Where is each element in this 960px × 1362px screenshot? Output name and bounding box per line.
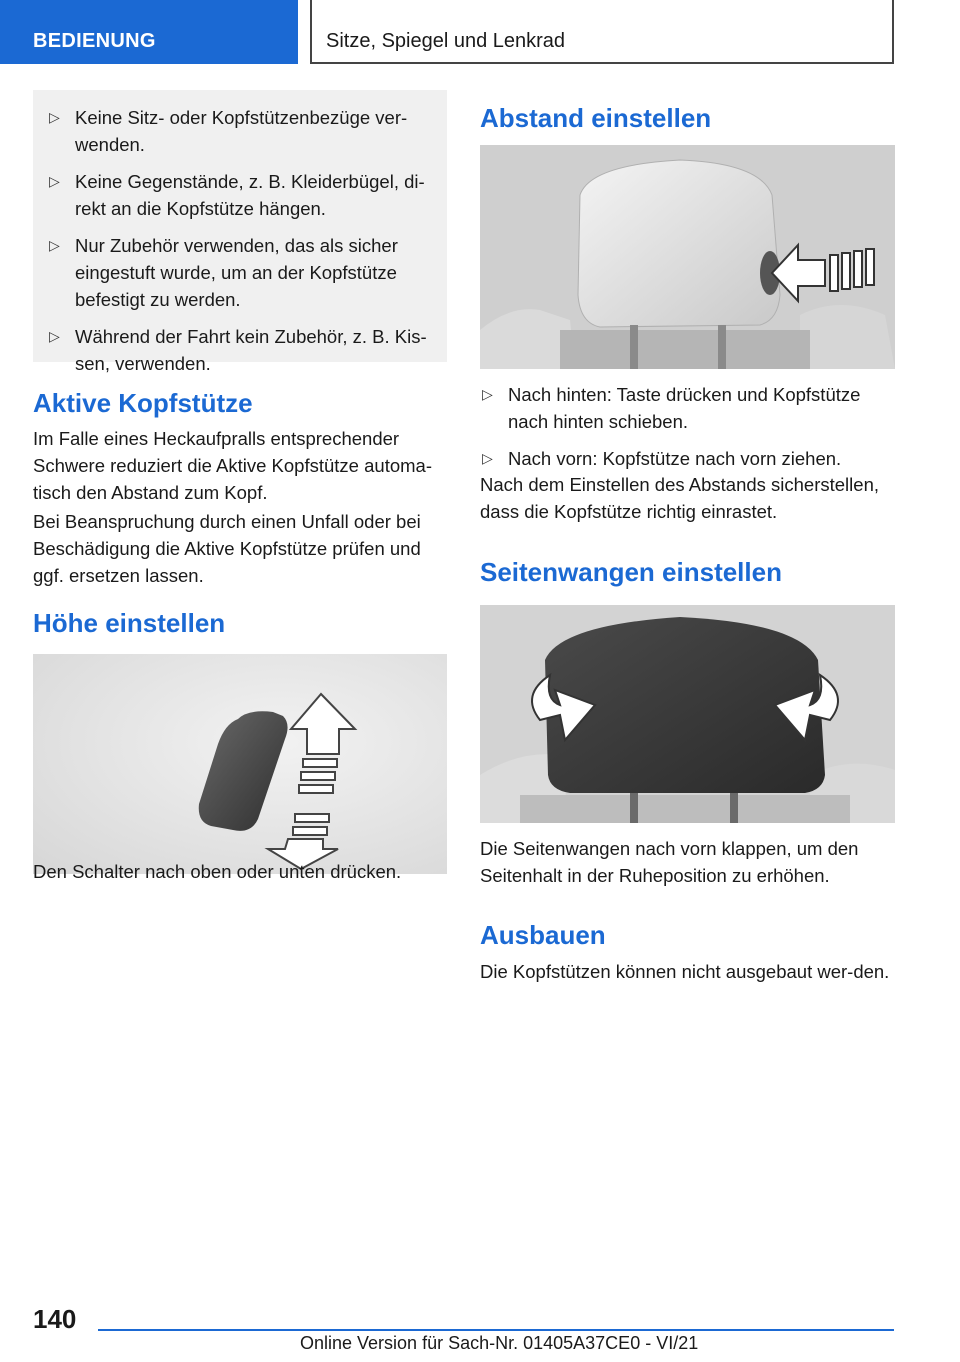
triangle-bullet-icon: ▷ xyxy=(482,450,493,466)
header-title-box xyxy=(310,0,894,64)
triangle-bullet-icon: ▷ xyxy=(49,109,60,125)
seitenwangen-caption: Die Seitenwangen nach vorn klappen, um den Seitenhalt in der Ruheposition zu erhöhen. xyxy=(480,838,859,886)
aktive-paragraph-1: Im Falle eines Heckaufpralls entsprechender Schwere reduziert die Aktive Kopfstütze automa-tisch den Abstand zum Kopf. xyxy=(33,428,432,503)
height-switch-figure xyxy=(33,654,447,874)
aktive-paragraph-2: Bei Beanspruchung durch einen Unfall oder bei Beschädigung die Aktive Kopfstütze prüfen und ggf. ersetzen lassen. xyxy=(33,511,421,586)
triangle-bullet-icon: ▷ xyxy=(49,328,60,344)
triangle-bullet-icon: ▷ xyxy=(482,386,493,402)
page-number: 140 xyxy=(33,1304,77,1334)
hoehe-einstellen-heading: Höhe einstellen xyxy=(33,608,226,638)
triangle-bullet-icon: ▷ xyxy=(49,237,60,253)
warning-list xyxy=(47,104,433,377)
seitenwangen-heading: Seitenwangen einstellen xyxy=(480,557,782,587)
header-section-label: BEDIENUNG xyxy=(33,30,156,52)
abstand-list xyxy=(480,381,896,482)
footer-divider xyxy=(98,1329,894,1331)
aktive-kopfstuetze-heading: Aktive Kopfstütze xyxy=(33,388,253,418)
warning-item: ▷ Keine Gegenstände, z. B. Kleiderbügel, di-rekt an die Kopfstütze hängen. xyxy=(47,168,433,222)
warning-item: ▷ Keine Sitz- oder Kopfstützenbezüge ver-wenden. xyxy=(47,104,433,158)
footer-online-version: Online Version für Sach-Nr. 01405A37CE0 - VI/21 xyxy=(300,1333,699,1353)
ausbauen-text: Die Kopfstützen können nicht ausgebaut wer-den. xyxy=(480,961,890,982)
header-title: Sitze, Spiegel und Lenkrad xyxy=(326,30,566,52)
abstand-item: ▷ Nach hinten: Taste drücken und Kopfstütze nach hinten schieben. xyxy=(480,381,896,435)
side-wings-figure xyxy=(480,605,895,823)
triangle-bullet-icon: ▷ xyxy=(49,173,60,189)
warning-box xyxy=(33,90,447,374)
warning-item: ▷ Nur Zubehör verwenden, das als sicher eingestuft wurde, um an der Kopfstütze befestigt zu werden. xyxy=(47,232,433,313)
hoehe-caption: Den Schalter nach oben oder unten drücken. xyxy=(33,861,402,882)
abstand-einstellen-heading: Abstand einstellen xyxy=(480,103,712,133)
ausbauen-heading: Ausbauen xyxy=(480,920,606,950)
abstand-note: Nach dem Einstellen des Abstands sicherstellen, dass die Kopfstütze richtig einrastet. xyxy=(480,474,879,522)
abstand-item: ▷ Nach vorn: Kopfstütze nach vorn ziehen. xyxy=(480,445,896,472)
distance-figure xyxy=(480,145,895,369)
warning-item: ▷ Während der Fahrt kein Zubehör, z. B. Kis-sen, verwenden. xyxy=(47,323,433,377)
header-section-tab xyxy=(0,0,298,64)
